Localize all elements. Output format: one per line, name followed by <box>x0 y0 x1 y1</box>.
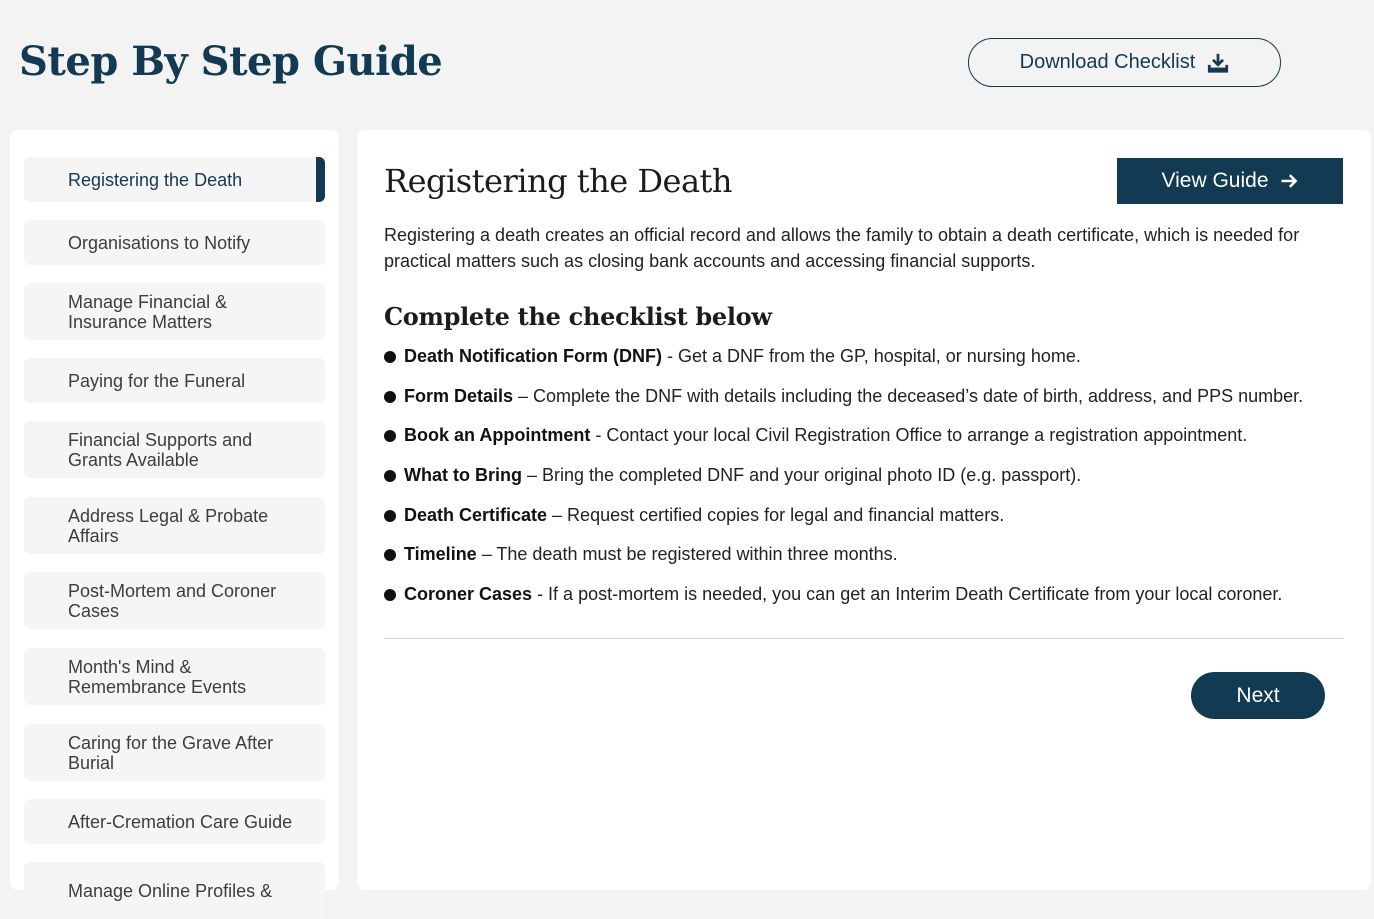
sidebar-item-label: Financial Supports and Grants Available <box>68 429 253 470</box>
sidebar-item-label: Registering the Death <box>68 169 243 190</box>
checklist-item-title: Death Notification Form (DNF) <box>404 346 662 366</box>
bullet-icon <box>384 351 396 363</box>
sidebar-item-label: Month's Mind & Remembrance Events <box>68 656 247 697</box>
sidebar-item-financial-supports-grants[interactable] <box>24 421 325 478</box>
sidebar-item-legal-probate-affairs[interactable] <box>24 497 325 554</box>
checklist-heading: Complete the checklist below <box>384 302 772 331</box>
sidebar-item-organisations-to-notify[interactable] <box>24 220 325 265</box>
checklist-item-title: Timeline <box>404 544 477 565</box>
bullet-icon <box>384 470 396 482</box>
sidebar-item-label: After-Cremation Care Guide <box>68 811 293 832</box>
sidebar-item-manage-online-profiles[interactable] <box>24 862 325 919</box>
page-title: Step By Step Guide <box>19 38 443 85</box>
sidebar-item-caring-for-the-grave[interactable] <box>24 724 325 781</box>
main-panel <box>357 130 1371 890</box>
checklist-item <box>384 582 1359 622</box>
download-checklist-button[interactable] <box>968 38 1281 87</box>
bullet-icon <box>384 510 396 522</box>
sidebar-item-label: Paying for the Funeral <box>68 370 246 391</box>
view-guide-button[interactable] <box>1117 158 1343 204</box>
section-title: Registering the Death <box>384 162 732 200</box>
sidebar-item-label: Manage Online Profiles & <box>68 880 273 901</box>
checklist-item <box>384 503 1359 543</box>
checklist-item-text: – The death must be registered within three months. <box>476 544 898 565</box>
bullet-icon <box>384 391 396 403</box>
checklist-item-title: Book an Appointment <box>404 425 591 446</box>
divider <box>384 638 1344 639</box>
download-checklist-label: Download Checklist <box>1019 51 1196 73</box>
sidebar-item-after-cremation-care[interactable] <box>24 799 325 844</box>
checklist-item-title: What to Bring <box>404 465 522 486</box>
sidebar-item-registering-the-death[interactable] <box>24 157 325 202</box>
checklist-item-title: Coroner Cases <box>404 584 533 605</box>
sidebar-item-paying-for-the-funeral[interactable] <box>24 358 325 403</box>
checklist-item <box>384 423 1359 463</box>
sidebar-item-label: Post-Mortem and Coroner Cases <box>68 580 277 621</box>
checklist-item-text: - Get a DNF from the GP, hospital, or nursing home. <box>662 346 1081 366</box>
download-icon <box>1207 52 1229 74</box>
sidebar <box>10 130 339 901</box>
checklist <box>384 344 1359 622</box>
checklist-item <box>384 344 1359 384</box>
sidebar-item-label: Caring for the Grave After Burial <box>68 732 274 773</box>
arrow-right-icon <box>1279 171 1299 191</box>
bullet-icon <box>384 589 396 601</box>
checklist-item-text: - If a post-mortem is needed, you can get an Interim Death Certificate from your local coroner. <box>532 584 1283 605</box>
checklist-item <box>384 384 1359 424</box>
checklist-item-text: – Complete the DNF with details including the deceased’s date of birth, address, and PPS number. <box>513 385 1304 406</box>
sidebar-item-post-mortem-coroner[interactable] <box>24 572 325 629</box>
sidebar-item-manage-financial-insurance[interactable] <box>24 283 325 340</box>
checklist-item <box>384 463 1359 503</box>
checklist-item <box>384 542 1359 582</box>
checklist-item-title: Death Certificate <box>404 504 548 525</box>
checklist-item-title: Form Details <box>404 385 514 406</box>
sidebar-item-label: Address Legal & Probate Affairs <box>68 505 269 546</box>
checklist-item-text: – Request certified copies for legal and financial matters. <box>547 504 1005 525</box>
intro-text: Registering a death creates an official record and allows the family to obtain a death certificate, which is needed for practical matters such as closing bank accounts and accessing financial supports. <box>384 225 1300 271</box>
next-button[interactable]: Next <box>1191 672 1325 719</box>
checklist-item-text: - Contact your local Civil Registration Office to arrange a registration appointment. <box>590 425 1248 446</box>
bullet-icon <box>384 549 396 561</box>
sidebar-item-label: Manage Financial & Insurance Matters <box>68 291 228 332</box>
bullet-icon <box>384 430 396 442</box>
checklist-item-text: – Bring the completed DNF and your original photo ID (e.g. passport). <box>521 465 1082 486</box>
view-guide-label: View Guide <box>1161 169 1269 192</box>
sidebar-item-months-mind-remembrance[interactable] <box>24 648 325 705</box>
sidebar-item-label: Organisations to Notify <box>68 232 251 253</box>
